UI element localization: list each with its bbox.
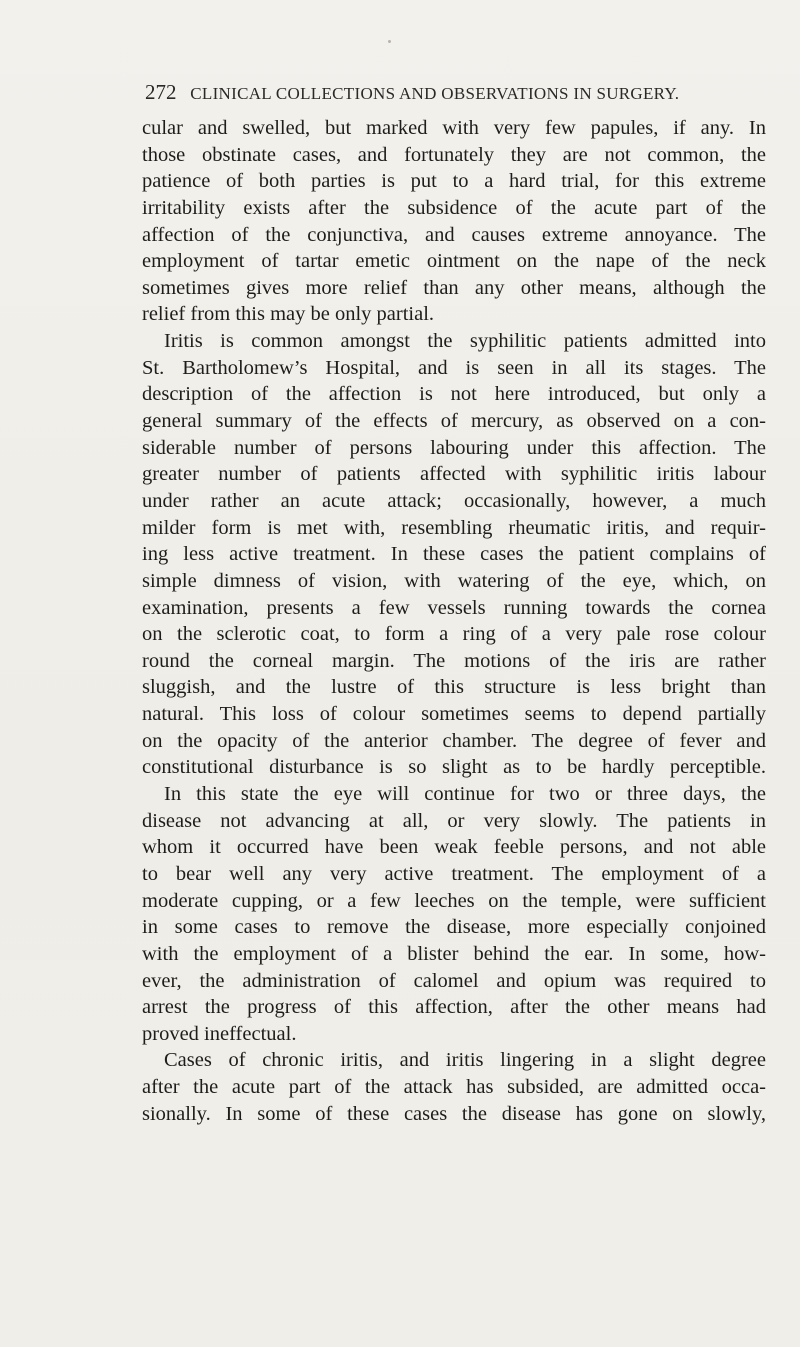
text-line: Iritis is common amongst the syphilitic patients admitted into	[164, 330, 766, 353]
text-line: general summary of the effects of mercury, as observed on a con-	[142, 410, 766, 433]
text-line: cular and swelled, but marked with very few papules, if any. In	[142, 117, 766, 139]
text-line: sometimes gives more relief than any other means, although the	[142, 276, 766, 299]
text-line: those obstinate cases, and fortunately they are not common, the	[142, 143, 766, 166]
text-line: whom it occurred have been weak feeble persons, and not able	[142, 836, 766, 859]
paragraph-1	[142, 115, 766, 328]
text-line: disease not advancing at all, or very slowly. The patients in	[142, 809, 766, 832]
text-line: greater number of patients affected with syphilitic iritis labour	[142, 463, 766, 486]
text-line: constitutional disturbance is so slight as to be hardly perceptible.	[142, 756, 766, 779]
text-line: St. Bartholomew’s Hospital, and is seen in all its stages. The	[142, 356, 766, 379]
text-line: with the employment of a blister behind the ear. In some, how-	[142, 942, 766, 965]
text-line: sluggish, and the lustre of this structure is less bright than	[142, 676, 766, 699]
text-line: examination, presents a few vessels running towards the cornea	[142, 596, 766, 619]
text-line: In this state the eye will continue for two or three days, the	[164, 783, 766, 806]
body-text	[142, 115, 766, 1127]
text-line: relief from this may be only partial.	[142, 303, 435, 326]
text-line: round the corneal margin. The motions of the iris are rather	[142, 649, 766, 672]
text-line: simple dimness of vision, with watering of the eye, which, on	[142, 569, 766, 592]
running-head-title: CLINICAL COLLECTIONS AND OBSERVATIONS IN SURGERY.	[190, 84, 680, 103]
text-line: arrest the progress of this affection, after the other means had	[142, 996, 766, 1019]
text-line: on the opacity of the anterior chamber. The degree of fever and	[142, 729, 766, 752]
paper-speck	[388, 40, 391, 43]
text-line: on the sclerotic coat, to form a ring of a very pale rose colour	[142, 623, 766, 646]
text-line: siderable number of persons labouring under this affection. The	[142, 436, 766, 459]
paragraph-3	[142, 1047, 766, 1127]
text-line: under rather an acute attack; occasionally, however, a much	[142, 489, 766, 512]
text-line: milder form is met with, resembling rheumatic iritis, and requir-	[142, 516, 766, 539]
page-number: 272	[145, 80, 177, 104]
text-line: ing less active treatment. In these cases the patient complains of	[142, 543, 766, 566]
running-head	[145, 80, 765, 106]
text-line: ever, the administration of calomel and opium was required to	[142, 969, 766, 992]
text-line: proved ineffectual.	[142, 1022, 297, 1045]
text-line: employment of tartar emetic ointment on the nape of the neck	[142, 250, 766, 273]
text-line: to bear well any very active treatment. The employment of a	[142, 862, 766, 885]
text-line: description of the affection is not here introduced, but only a	[142, 383, 766, 406]
text-line: Cases of chronic iritis, and iritis lingering in a slight degree	[164, 1049, 766, 1072]
text-line: sionally. In some of these cases the disease has gone on slowly,	[142, 1102, 766, 1125]
text-line: affection of the conjunctiva, and causes extreme annoyance. The	[142, 223, 766, 246]
text-line: irritability exists after the subsidence of the acute part of the	[142, 196, 766, 219]
text-line: moderate cupping, or a few leeches on the temple, were sufficient	[142, 889, 766, 912]
text-line: after the acute part of the attack has subsided, are admitted occa-	[142, 1076, 766, 1099]
text-line: in some cases to remove the disease, more especially conjoined	[142, 916, 766, 939]
text-line: patience of both parties is put to a hard trial, for this extreme	[142, 170, 766, 193]
text-line: natural. This loss of colour sometimes seems to depend partially	[142, 703, 766, 726]
paragraph-2	[142, 328, 766, 1047]
